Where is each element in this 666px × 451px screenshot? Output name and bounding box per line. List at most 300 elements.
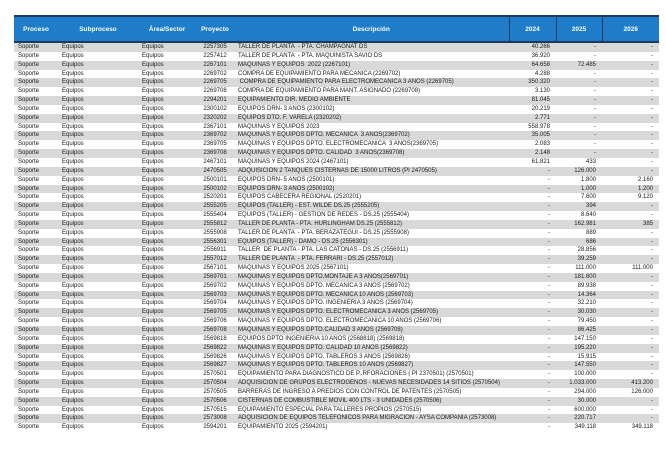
cell-2024: 20.219 bbox=[531, 105, 550, 112]
cell-proceso: Soporte bbox=[18, 247, 40, 254]
cell-proyecto: 2269708 bbox=[203, 88, 227, 95]
cell-2024: - bbox=[548, 388, 550, 395]
cell-proyecto: 2369705 bbox=[203, 141, 227, 148]
cell-proyecto: 2470505 bbox=[203, 167, 227, 174]
table-body bbox=[14, 42, 659, 432]
cell-descripcion: TALLER DE PLANTA - PTA. CHAMPAGNAT DS bbox=[238, 44, 368, 50]
cell-proceso: Soporte bbox=[18, 212, 40, 219]
cell-descripcion: ADQUISICIÓN 2 TANQUES CISTERNAS DE 15000 LITROS (PI 2470505) bbox=[238, 167, 437, 174]
cell-proyecto: 2269702 bbox=[203, 70, 227, 77]
cell-2024: - bbox=[548, 397, 550, 404]
cell-area-sector: Equipos bbox=[142, 335, 164, 342]
table-row[interactable] bbox=[14, 52, 659, 61]
cell-proceso: Soporte bbox=[18, 397, 40, 404]
cell-subproceso: Equipos bbox=[62, 247, 84, 254]
cell-2024: - bbox=[548, 415, 550, 422]
cell-2025: 220.717 bbox=[574, 415, 596, 422]
cell-descripcion: EQUIPAMIENTO 2025 (2594201) bbox=[238, 424, 328, 431]
cell-descripcion: MAQUINAS Y EQUIPOS DPTO.MONTAJE A 3 AÑOS(2569701) bbox=[238, 273, 409, 280]
cell-2025: 30.030 bbox=[577, 309, 596, 316]
cell-area-sector: Equipos bbox=[142, 150, 164, 157]
cell-area-sector: Equipos bbox=[142, 70, 164, 77]
cell-subproceso: Equipos bbox=[62, 194, 84, 201]
cell-proyecto: 2369708 bbox=[203, 150, 227, 157]
cell-2024: 4.288 bbox=[534, 70, 550, 77]
cell-proceso: Soporte bbox=[18, 97, 40, 104]
table-row[interactable] bbox=[14, 379, 659, 388]
cell-2024: 2.771 bbox=[534, 114, 550, 121]
cell-2025: 394 bbox=[585, 203, 596, 210]
cell-subproceso: Equipos bbox=[62, 371, 84, 378]
cell-descripcion: EQUIPOS DTO. F. VARELA (2320202) bbox=[238, 114, 342, 121]
cell-proceso: Soporte bbox=[18, 52, 40, 59]
table-row[interactable] bbox=[14, 42, 659, 52]
cell-2025: 349.118 bbox=[574, 424, 596, 431]
cell-descripcion: EQUIPOS DRN- 5 AÑOS (2500101) bbox=[238, 176, 335, 183]
cell-2024: 40.266 bbox=[531, 44, 550, 50]
cell-proceso: Soporte bbox=[18, 114, 40, 121]
col-header-proceso: Proceso bbox=[14, 16, 58, 42]
cell-area-sector: Equipos bbox=[142, 238, 164, 245]
table-row[interactable] bbox=[14, 131, 659, 140]
cell-descripcion: EQUIPOS (TALLER) - GESTIÓN DE REDES - DS.25 (2555404) bbox=[238, 212, 409, 219]
table-row[interactable] bbox=[14, 308, 659, 317]
cell-proceso: Soporte bbox=[18, 176, 40, 183]
cell-subproceso: Equipos bbox=[62, 309, 84, 316]
col-header-descripcion: Descripción bbox=[234, 16, 509, 42]
cell-subproceso: Equipos bbox=[62, 415, 84, 422]
table-row[interactable] bbox=[14, 167, 659, 176]
cell-subproceso: Equipos bbox=[62, 70, 84, 77]
cell-2025: 889 bbox=[585, 229, 596, 236]
cell-area-sector: Equipos bbox=[142, 291, 164, 298]
cell-2025: - bbox=[594, 70, 596, 77]
cell-proceso: Soporte bbox=[18, 309, 40, 316]
cell-2024: 2.148 bbox=[534, 150, 550, 157]
table-row[interactable] bbox=[14, 202, 659, 211]
cell-2024: 350.320 bbox=[528, 79, 550, 86]
table-row[interactable] bbox=[14, 105, 659, 114]
cell-area-sector: Equipos bbox=[142, 158, 164, 165]
cell-subproceso: Equipos bbox=[62, 344, 84, 351]
cell-area-sector: Equipos bbox=[142, 97, 164, 104]
cell-2024: - bbox=[548, 300, 550, 307]
cell-area-sector: Equipos bbox=[142, 371, 164, 378]
cell-2026: - bbox=[651, 344, 653, 351]
table-row[interactable] bbox=[14, 176, 659, 185]
cell-subproceso: Equipos bbox=[62, 273, 84, 280]
cell-2026: 1.200 bbox=[637, 185, 653, 192]
cell-subproceso: Equipos bbox=[62, 212, 84, 219]
cell-descripcion: COMPRA DE EQUIPAMIENTO PARA MECANICA (2269702) bbox=[238, 70, 401, 77]
cell-proyecto: 2257305 bbox=[203, 44, 227, 50]
cell-descripcion: MAQUINAS Y EQUIPOS DPTO. MECANICA 3 AÑOS(2369702) bbox=[238, 132, 410, 139]
cell-area-sector: Equipos bbox=[142, 300, 164, 307]
col-header-2026: 2026 bbox=[602, 16, 659, 42]
table-row[interactable] bbox=[14, 388, 659, 397]
cell-descripcion: EQUIPOS CABECERA REGIONAL (2520201) bbox=[238, 194, 362, 201]
table-row[interactable] bbox=[14, 344, 659, 353]
cell-descripcion: EQUIPOS DRN- 3 AÑOS (2500102) bbox=[238, 185, 335, 192]
cell-proyecto: 2569822 bbox=[203, 344, 227, 351]
table-row[interactable] bbox=[14, 185, 659, 194]
cell-2024: - bbox=[548, 327, 550, 333]
cell-proceso: Soporte bbox=[18, 362, 40, 369]
cell-2026: 111.000 bbox=[632, 265, 653, 272]
cell-proyecto: 2320202 bbox=[203, 114, 227, 121]
cell-subproceso: Equipos bbox=[62, 44, 84, 50]
col-header-area-sector: Área/Sector bbox=[138, 16, 196, 42]
cell-proceso: Soporte bbox=[18, 220, 40, 227]
table-row[interactable] bbox=[14, 193, 659, 202]
cell-2024: - bbox=[548, 291, 550, 298]
cell-proyecto: 2555205 bbox=[203, 203, 227, 210]
cell-2024: - bbox=[548, 344, 550, 351]
col-header-2024: 2024 bbox=[509, 16, 556, 42]
cell-subproceso: Equipos bbox=[62, 353, 84, 360]
cell-2024: - bbox=[548, 229, 550, 236]
cell-proceso: Soporte bbox=[18, 194, 40, 201]
cell-subproceso: Equipos bbox=[62, 282, 84, 289]
cell-2025: 147.550 bbox=[574, 362, 596, 369]
cell-2024: 2.083 bbox=[534, 141, 550, 148]
cell-proceso: Soporte bbox=[18, 265, 40, 272]
cell-descripcion: TALLER DE PLANTA - PTA. BERAZATEGUI - DS.25 (2555908) bbox=[238, 229, 409, 236]
cell-proyecto: 2555908 bbox=[203, 229, 227, 236]
cell-area-sector: Equipos bbox=[142, 167, 164, 174]
cell-2025: 28.856 bbox=[577, 247, 596, 254]
cell-proyecto: 2500101 bbox=[203, 176, 227, 183]
table-row[interactable] bbox=[14, 61, 659, 70]
cell-proyecto: 2570506 bbox=[203, 397, 227, 404]
cell-area-sector: Equipos bbox=[142, 44, 164, 50]
cell-descripcion: COMPRA DE EQUIPAMIENTO PARA ELECTROMECANICA 3 AÑOS (2269705) bbox=[238, 79, 454, 86]
col-header-proyecto: Proyecto bbox=[196, 16, 234, 42]
table-row[interactable] bbox=[14, 70, 659, 79]
cell-proceso: Soporte bbox=[18, 150, 40, 157]
table-row[interactable] bbox=[14, 96, 659, 105]
cell-proyecto: 2467101 bbox=[203, 158, 227, 165]
cell-descripcion: MÁQUINAS Y EQUIPOS 2023 bbox=[238, 123, 320, 130]
cell-proceso: Soporte bbox=[18, 282, 40, 289]
cell-2025: 72.485 bbox=[577, 61, 596, 68]
cell-subproceso: Equipos bbox=[62, 327, 84, 333]
cell-2024: - bbox=[548, 167, 550, 174]
cell-2025: 111.000 bbox=[575, 265, 596, 272]
cell-2025: 162.981 bbox=[574, 220, 596, 227]
cell-2024: - bbox=[548, 273, 550, 280]
cell-descripcion: EQUIPAMIENTO PARA DIAGNOSTICO DE P..RFORACIONES ( PI 2370501) (2570501) bbox=[238, 371, 474, 378]
cell-subproceso: Equipos bbox=[62, 424, 84, 431]
cell-proceso: Soporte bbox=[18, 79, 40, 86]
table-row[interactable] bbox=[14, 397, 659, 406]
cell-area-sector: Equipos bbox=[142, 229, 164, 236]
cell-descripcion: MAQUINAS Y EQUIPOS DPTO.CALIDAD 3 AÑOS (2569708) bbox=[238, 327, 403, 333]
cell-proceso: Soporte bbox=[18, 291, 40, 298]
cell-2026: - bbox=[651, 150, 653, 157]
cell-proyecto: 2269705 bbox=[203, 79, 227, 86]
cell-proyecto: 2367101 bbox=[203, 123, 227, 130]
cell-2025: 1.033.000 bbox=[569, 380, 596, 387]
cell-2025: - bbox=[594, 150, 596, 157]
cell-2024: - bbox=[548, 256, 550, 263]
cell-2025: - bbox=[594, 97, 596, 104]
cell-proceso: Soporte bbox=[18, 167, 40, 174]
cell-descripcion: MAQUINAS Y EQUIPOS DPTO. TABLEROS 10 AÑOS (2569827) bbox=[238, 362, 414, 369]
cell-proyecto: 2555812 bbox=[203, 220, 227, 227]
cell-area-sector: Equipos bbox=[142, 114, 164, 121]
cell-2026: 9.120 bbox=[637, 194, 653, 201]
cell-proceso: Soporte bbox=[18, 327, 40, 333]
cell-proceso: Soporte bbox=[18, 353, 40, 360]
cell-area-sector: Equipos bbox=[142, 344, 164, 351]
cell-subproceso: Equipos bbox=[62, 97, 84, 104]
cell-proceso: Soporte bbox=[18, 300, 40, 307]
cell-2025: 1.800 bbox=[580, 176, 596, 183]
cell-proyecto: 2570504 bbox=[203, 380, 227, 387]
cell-proyecto: 2555404 bbox=[203, 212, 227, 219]
cell-2025: - bbox=[594, 141, 596, 148]
cell-proyecto: 2567101 bbox=[203, 265, 227, 272]
table-row[interactable] bbox=[14, 246, 659, 255]
cell-2026: - bbox=[651, 70, 653, 77]
cell-proceso: Soporte bbox=[18, 424, 40, 431]
cell-subproceso: Equipos bbox=[62, 141, 84, 148]
cell-2024: - bbox=[548, 406, 550, 413]
cell-2024: - bbox=[548, 380, 550, 387]
cell-2026: - bbox=[651, 212, 653, 219]
cell-subproceso: Equipos bbox=[62, 88, 84, 95]
cell-proyecto: 2369702 bbox=[203, 132, 227, 139]
cell-descripcion: TALLER DE PLANTA - PTA. FERRARI - DS.25 (2557012) bbox=[238, 256, 394, 263]
table-row[interactable] bbox=[14, 335, 659, 344]
cell-proceso: Soporte bbox=[18, 229, 40, 236]
table-row[interactable] bbox=[14, 149, 659, 158]
cell-2026: - bbox=[651, 371, 653, 378]
cell-proceso: Soporte bbox=[18, 344, 40, 351]
cell-proceso: Soporte bbox=[18, 238, 40, 245]
cell-2026: - bbox=[651, 318, 653, 325]
cell-2025: - bbox=[594, 79, 596, 86]
cell-subproceso: Equipos bbox=[62, 220, 84, 227]
cell-area-sector: Equipos bbox=[142, 282, 164, 289]
cell-area-sector: Equipos bbox=[142, 256, 164, 263]
cell-2025: 126.000 bbox=[574, 167, 596, 174]
table-row[interactable] bbox=[14, 273, 659, 282]
cell-proyecto: 2569705 bbox=[203, 309, 227, 316]
cell-descripcion: COMPRA DE EQUIPAMIENTO PARA MANT. ASIGNADO (2269708) bbox=[238, 88, 421, 95]
cell-area-sector: Equipos bbox=[142, 309, 164, 316]
table-row[interactable] bbox=[14, 220, 659, 229]
cell-area-sector: Equipos bbox=[142, 141, 164, 148]
cell-proceso: Soporte bbox=[18, 141, 40, 148]
cell-2025: 181.600 bbox=[574, 273, 596, 280]
cell-subproceso: Equipos bbox=[62, 362, 84, 369]
cell-proceso: Soporte bbox=[18, 70, 40, 77]
cell-subproceso: Equipos bbox=[62, 61, 84, 68]
cell-proceso: Soporte bbox=[18, 415, 40, 422]
cell-2026: 385 bbox=[642, 220, 653, 227]
cell-descripcion: MÁQUINAS Y EQUIPOS 2025 (2567101) bbox=[238, 265, 349, 272]
cell-2026: - bbox=[651, 291, 653, 298]
cell-descripcion: MAQUINAS Y EQUIPOS DPTO. ELECTROMECANICA 3 AÑOS (2569705) bbox=[238, 309, 439, 316]
cell-2026: - bbox=[651, 362, 653, 369]
cell-descripcion: MAQUINAS Y EQUIPOS DPTO. CALIDAD 3 AÑOS(2369708) bbox=[238, 150, 405, 157]
cell-2026: 349.118 bbox=[631, 424, 653, 431]
cell-2025: 100.000 bbox=[574, 371, 596, 378]
table-row[interactable] bbox=[14, 423, 659, 432]
cell-descripcion: TALLER DE PLANTA - PTA. LAS CATONAS - DS.25 (2556911) bbox=[238, 247, 409, 254]
cell-proyecto: 2294201 bbox=[203, 97, 227, 104]
table-row[interactable] bbox=[14, 282, 659, 291]
cell-descripcion: ADQUISICIÓN DE GRUPOS ELECTRÓGENOS - NUEVAS NECESIDADES 14 SITIOS (2570504) bbox=[238, 380, 500, 387]
cell-proyecto: 2569704 bbox=[203, 300, 227, 307]
table-row[interactable] bbox=[14, 299, 659, 308]
table-row[interactable] bbox=[14, 361, 659, 370]
cell-2025: - bbox=[594, 52, 596, 59]
cell-descripcion: EQUIPAMIENTO DIR. MEDIO AMBIENTE bbox=[238, 97, 351, 104]
cell-2026: - bbox=[651, 415, 653, 422]
cell-2026: 413.200 bbox=[631, 380, 653, 387]
table-row[interactable] bbox=[14, 211, 659, 220]
cell-2026: - bbox=[651, 256, 653, 263]
cell-descripcion: EQUIPOS (TALLER) - DAMO - DS.25 (2556301) bbox=[238, 238, 368, 245]
cell-2026: - bbox=[651, 44, 653, 50]
cell-subproceso: Equipos bbox=[62, 105, 84, 112]
table-row[interactable] bbox=[14, 370, 659, 379]
cell-subproceso: Equipos bbox=[62, 256, 84, 263]
table-row[interactable] bbox=[14, 140, 659, 149]
cell-2025: - bbox=[594, 132, 596, 139]
cell-area-sector: Equipos bbox=[142, 424, 164, 431]
cell-2024: - bbox=[548, 362, 550, 369]
cell-2026: - bbox=[651, 132, 653, 139]
cell-area-sector: Equipos bbox=[142, 105, 164, 112]
cell-proyecto: 2569826 bbox=[203, 353, 227, 360]
cell-proyecto: 2570505 bbox=[203, 388, 227, 395]
cell-subproceso: Equipos bbox=[62, 52, 84, 59]
cell-2026: - bbox=[651, 105, 653, 112]
cell-2026: - bbox=[651, 167, 653, 174]
cell-2026: - bbox=[651, 97, 653, 104]
cell-proyecto: 2594201 bbox=[203, 424, 227, 431]
table-row[interactable] bbox=[14, 264, 659, 273]
cell-area-sector: Equipos bbox=[142, 88, 164, 95]
cell-2024: - bbox=[548, 220, 550, 227]
cell-2026: - bbox=[651, 327, 653, 333]
cell-2025: 433 bbox=[585, 158, 596, 165]
cell-area-sector: Equipos bbox=[142, 176, 164, 183]
projects-table bbox=[14, 15, 659, 432]
cell-proyecto: 2520201 bbox=[203, 194, 227, 201]
table-row[interactable] bbox=[14, 158, 659, 167]
cell-descripcion: EQUIPOS (TALLER) - EST. WILDE DS.25 (2555205) bbox=[238, 203, 380, 210]
cell-subproceso: Equipos bbox=[62, 388, 84, 395]
cell-descripcion: MAQUINAS Y EQUIPOS DPTO. MECANICA 10 AÑOS (2569703) bbox=[238, 291, 414, 298]
cell-2026: - bbox=[651, 158, 653, 165]
table-row[interactable] bbox=[14, 238, 659, 247]
cell-proceso: Soporte bbox=[18, 105, 40, 112]
table-row[interactable] bbox=[14, 291, 659, 300]
cell-subproceso: Equipos bbox=[62, 185, 84, 192]
cell-2025: 30.000 bbox=[577, 397, 596, 404]
table-row[interactable] bbox=[14, 87, 659, 96]
table-row[interactable] bbox=[14, 229, 659, 238]
cell-descripcion: EQUIPAMIENTO ESPECIAL PARA TALLERES PROPIOS (2570515) bbox=[238, 406, 422, 413]
col-header-2025: 2025 bbox=[556, 16, 602, 42]
projects-report bbox=[14, 15, 659, 432]
cell-area-sector: Equipos bbox=[142, 397, 164, 404]
cell-proceso: Soporte bbox=[18, 123, 40, 130]
cell-descripcion: EQUIPOS DRN- 3 AÑOS (2300102) bbox=[238, 105, 335, 112]
cell-proyecto: 2570515 bbox=[203, 406, 227, 413]
table-row[interactable] bbox=[14, 78, 659, 87]
cell-area-sector: Equipos bbox=[142, 79, 164, 86]
table-row[interactable] bbox=[14, 414, 659, 423]
table-row[interactable] bbox=[14, 406, 659, 415]
table-row[interactable] bbox=[14, 353, 659, 362]
cell-area-sector: Equipos bbox=[142, 388, 164, 395]
cell-2024: - bbox=[548, 371, 550, 378]
cell-2026: - bbox=[651, 203, 653, 210]
cell-2026: - bbox=[651, 52, 653, 59]
table-row[interactable] bbox=[14, 326, 659, 335]
cell-descripcion: TALLER DE PLANTA - PTA. MAQUINISTA SAVIO DS bbox=[238, 52, 383, 59]
cell-2026: - bbox=[651, 141, 653, 148]
cell-proyecto: 2556911 bbox=[203, 247, 227, 254]
cell-proceso: Soporte bbox=[18, 380, 40, 387]
cell-proceso: Soporte bbox=[18, 61, 40, 68]
table-row[interactable] bbox=[14, 114, 659, 123]
cell-proyecto: 2569706 bbox=[203, 318, 227, 325]
cell-subproceso: Equipos bbox=[62, 150, 84, 157]
cell-2026: - bbox=[651, 300, 653, 307]
cell-area-sector: Equipos bbox=[142, 273, 164, 280]
cell-2026: - bbox=[651, 61, 653, 68]
cell-2026: - bbox=[651, 335, 653, 342]
cell-2026: - bbox=[651, 114, 653, 121]
cell-proceso: Soporte bbox=[18, 318, 40, 325]
cell-2025: 39.259 bbox=[577, 256, 596, 263]
cell-2024: - bbox=[548, 212, 550, 219]
cell-proyecto: 2557012 bbox=[203, 256, 227, 263]
cell-2025: 600.000 bbox=[574, 406, 596, 413]
cell-2024: 558.978 bbox=[528, 123, 550, 130]
table-row[interactable] bbox=[14, 123, 659, 132]
cell-descripcion: MAQUINAS Y EQUIPOS DPTO. ELECTROMECANICA 3 AÑOS(2369705) bbox=[238, 141, 439, 148]
cell-2026: - bbox=[651, 123, 653, 130]
cell-proceso: Soporte bbox=[18, 44, 40, 50]
table-row[interactable] bbox=[14, 317, 659, 326]
table-row[interactable] bbox=[14, 255, 659, 264]
cell-subproceso: Equipos bbox=[62, 380, 84, 387]
cell-proceso: Soporte bbox=[18, 273, 40, 280]
cell-proceso: Soporte bbox=[18, 371, 40, 378]
cell-2024: - bbox=[548, 265, 550, 272]
cell-area-sector: Equipos bbox=[142, 212, 164, 219]
cell-area-sector: Equipos bbox=[142, 247, 164, 254]
cell-subproceso: Equipos bbox=[62, 114, 84, 121]
cell-area-sector: Equipos bbox=[142, 327, 164, 333]
cell-subproceso: Equipos bbox=[62, 238, 84, 245]
cell-area-sector: Equipos bbox=[142, 132, 164, 139]
cell-subproceso: Equipos bbox=[62, 203, 84, 210]
cell-subproceso: Equipos bbox=[62, 291, 84, 298]
cell-2025: 1.000 bbox=[580, 185, 596, 192]
cell-2026: - bbox=[651, 282, 653, 289]
cell-2025: 15.915 bbox=[577, 353, 596, 360]
cell-descripcion: MAQUINAS Y EQUIPOS DPTO. CALIDAD 10 AÑOS (2569822) bbox=[238, 344, 408, 351]
